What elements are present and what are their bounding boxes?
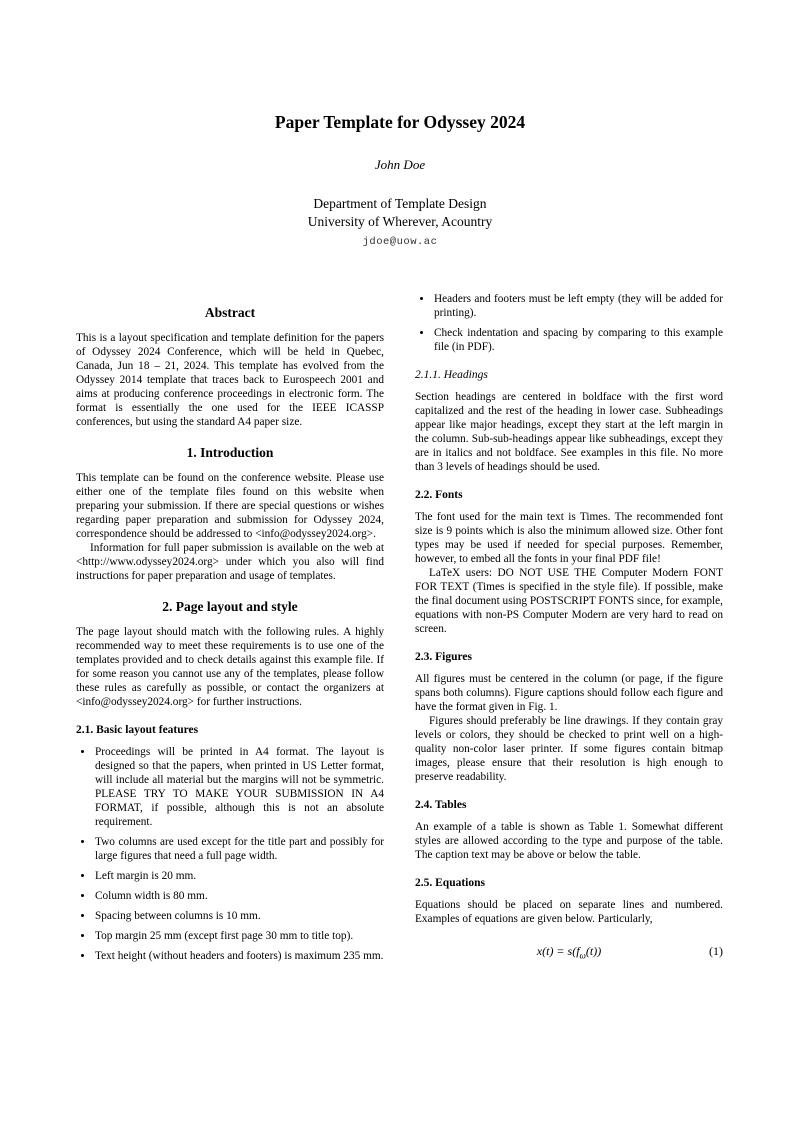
headings-subsection-heading: 2.1.1. Headings <box>415 369 488 381</box>
figures-heading: 2.3. Figures <box>415 651 472 663</box>
headings-subsection-body: Section headings are centered in boldface with the first word capitalized and the rest of the heading in lower case. Subheadings appear like major headings, except they start at the left margin in the column. Sub-sub-headings appear like subheadings, except they are in italics and not boldface. See examples in this file. No more than 3 levels of headings should be used. <box>415 391 723 473</box>
equation-number: (1) <box>709 944 723 958</box>
paper-title: Paper Template for Odyssey 2024 <box>274 112 526 132</box>
abstract-body: This is a layout specification and template definition for the papers of Odyssey 2024 Conference, which will be held in Quebec, Canada, Jun 18 – 21, 2024. This template has evolved from the Odyssey 2014 template that traces back to Eurospeech 2001 and aims at producing conference proceedings in electronic form. The format is essentially the one used for the IEEE ICASSP conferences, but using the standard A4 paper size. <box>76 332 384 428</box>
introduction-para-2: Information for full paper submission is available on the web at <http://www.odyssey2024.org> under which you also will find instructions for paper preparation and usage of templates. <box>76 542 384 582</box>
fonts-para-2: LaTeX users: DO NOT USE THE Computer Modern FONT FOR TEXT (Times is specified in the style file). If possible, make the final document using POSTSCRIPT FONTS since, for example, equations with non-PS Computer Modern are very hard to read on screen. <box>415 567 723 635</box>
affiliation-university: University of Wherever, Acountry <box>307 214 493 229</box>
list-item: • Proceedings will be printed in A4 format. The layout is designed so that the papers, when printed in US Letter format, will include all material but the margins will not be symmetric. PLEASE TRY TO MAKE YOUR SUBMISSION IN A4 FORMAT, if possible, although this is not an absolute requirement. <box>94 745 384 829</box>
list-item: • Spacing between columns is 10 mm. <box>94 909 384 923</box>
list-item: • Headers and footers must be left empty (they will be added for printing). <box>433 292 723 320</box>
page-layout-intro: The page layout should match with the following rules. A highly recommended way to meet these requirements is to use one of the templates provided and to check details against this example file. If for some reason you cannot use any of the templates, please follow these rules as carefully as possible, or contact the organizers at <info@odyssey2024.org> for further instructions. <box>76 626 384 708</box>
equation-1 <box>415 944 723 960</box>
equations-section <box>415 877 723 960</box>
fonts-section <box>415 489 723 636</box>
basic-features-list-right <box>417 292 723 354</box>
equation-expression <box>536 944 602 961</box>
affiliation-department: Department of Template Design <box>313 196 487 211</box>
list-item: • Left margin is 20 mm. <box>94 869 384 883</box>
abstract-heading: Abstract <box>204 305 256 320</box>
tables-section <box>415 799 723 862</box>
figures-para-1: All figures must be centered in the column (or page, if the figure spans both columns). Figure captions should follow each figure and have the format given in Fig. 1. <box>415 673 723 713</box>
list-item: • Check indentation and spacing by comparing to this example file (in PDF). <box>433 326 723 354</box>
equation-lhs: x(t) = s(f <box>536 944 580 958</box>
introduction-section <box>76 445 384 583</box>
equations-body: Equations should be placed on separate lines and numbered. Examples of equations are given below. Particularly, <box>415 899 723 925</box>
title-block <box>76 0 724 248</box>
list-item: • Top margin 25 mm (except first page 30 mm to title top). <box>94 929 384 943</box>
page-layout-heading: 2. Page layout and style <box>162 599 298 614</box>
affiliation <box>76 195 724 231</box>
fonts-heading: 2.2. Fonts <box>415 489 463 501</box>
list-item: • Text height (without headers and footers) is maximum 235 mm. <box>94 949 384 963</box>
headings-subsection <box>415 369 723 474</box>
fonts-para-1: The font used for the main text is Times. The recommended font size is 9 points which is also the minimum allowed size. Other font types may be used if needed for special purposes. Remember, however, to embed all the fonts in your final PDF file! <box>415 511 723 565</box>
tables-body: An example of a table is shown as Table 1. Somewhat different styles are allowed according to the type and purpose of the table. The caption text may be above or below the table. <box>415 821 723 861</box>
figures-para-2: Figures should preferably be line drawings. If they contain gray levels or colors, they should be checked to print well on a high-quality non-color laser printer. If some figures contain bitmap images, please ensure that their resolution is high enough to preserve readability. <box>415 715 723 783</box>
basic-features-list-left <box>78 745 384 963</box>
list-item: • Column width is 80 mm. <box>94 889 384 903</box>
tables-heading: 2.4. Tables <box>415 799 467 811</box>
list-item: • Two columns are used except for the title part and possibly for large figures that need a full page width. <box>94 835 384 863</box>
introduction-heading: 1. Introduction <box>186 445 274 460</box>
equation-rhs: (t)) <box>585 944 602 958</box>
page-layout-section <box>76 599 384 963</box>
author-email: jdoe@uow.ac <box>362 236 438 248</box>
left-column <box>76 289 384 969</box>
author-name: John Doe <box>374 157 426 172</box>
equation-subscript: ω <box>579 950 586 961</box>
basic-layout-features-heading: 2.1. Basic layout features <box>76 724 199 736</box>
two-column-body <box>76 289 724 969</box>
abstract-section <box>76 305 384 429</box>
equations-heading: 2.5. Equations <box>415 877 485 889</box>
figures-section <box>415 651 723 784</box>
right-column <box>415 289 723 969</box>
introduction-para-1: This template can be found on the conference website. Please use either one of the template files found on this website when preparing your submission. If there are special questions or wishes regarding paper preparation and submission for Odyssey 2024, correspondence should be addressed to <info@odyssey2024.org>. <box>76 472 384 540</box>
